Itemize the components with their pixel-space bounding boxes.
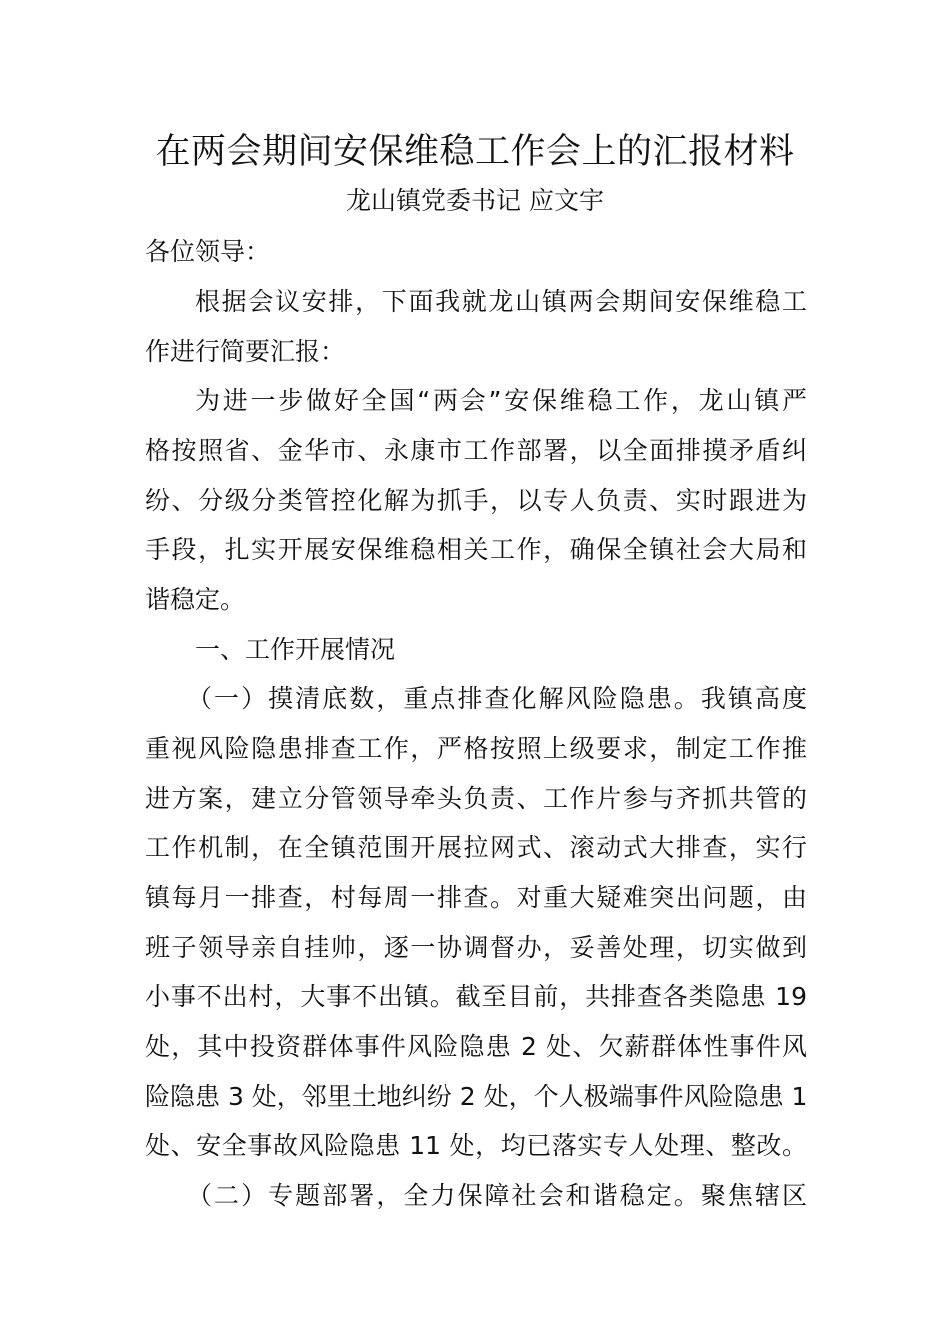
text-line: 处、安全事故风险隐患 11 处，均已落实专人处理、整改。: [145, 1131, 807, 1160]
text-line: 手段，扎实开展安保维稳相关工作，确保全镇社会大局和: [145, 535, 807, 564]
text-line: 镇每月一排查，村每周一排查。对重大疑难突出问题，由: [145, 883, 807, 912]
salutation: 各位领导：: [145, 237, 271, 266]
text-line: 工作机制，在全镇范围开展拉网式、滚动式大排查，实行: [145, 833, 807, 862]
text-line: 为进一步做好全国“两会”安保维稳工作，龙山镇严: [195, 386, 807, 415]
text-line: 班子领导亲自挂帅，逐一协调督办，妥善处理，切实做到: [145, 933, 807, 962]
text-line: 谐稳定。: [145, 585, 246, 614]
text-line: （一）摸清底数，重点排查化解风险隐患。我镇高度: [187, 684, 807, 713]
text-line: 重视风险隐患排查工作，严格按照上级要求，制定工作推: [145, 734, 807, 763]
document-title: 在两会期间安保维稳工作会上的汇报材料: [155, 132, 795, 172]
text-line: 处，其中投资群体事件风险隐患 2 处、欠薪群体性事件风: [145, 1032, 807, 1061]
document-author: 龙山镇党委书记 应文宇: [346, 186, 604, 215]
text-line: 纷、分级分类管控化解为抓手，以专人负责、实时跟进为: [145, 486, 807, 515]
text-line: 进方案，建立分管领导牵头负责、工作片参与齐抓共管的: [145, 784, 807, 813]
section-heading: 一、工作开展情况: [195, 635, 396, 664]
text-line: 格按照省、金华市、永康市工作部署，以全面排摸矛盾纠: [145, 436, 807, 465]
text-line: （二）专题部署，全力保障社会和谐稳定。聚焦辖区: [187, 1181, 807, 1210]
text-line: 小事不出村，大事不出镇。截至目前，共排查各类隐患 19: [145, 982, 807, 1011]
text-line: 作进行简要汇报：: [145, 337, 346, 366]
text-line: 险隐患 3 处，邻里土地纠纷 2 处，个人极端事件风险隐患 1: [145, 1082, 808, 1111]
text-line: 根据会议安排，下面我就龙山镇两会期间安保维稳工: [195, 287, 807, 316]
